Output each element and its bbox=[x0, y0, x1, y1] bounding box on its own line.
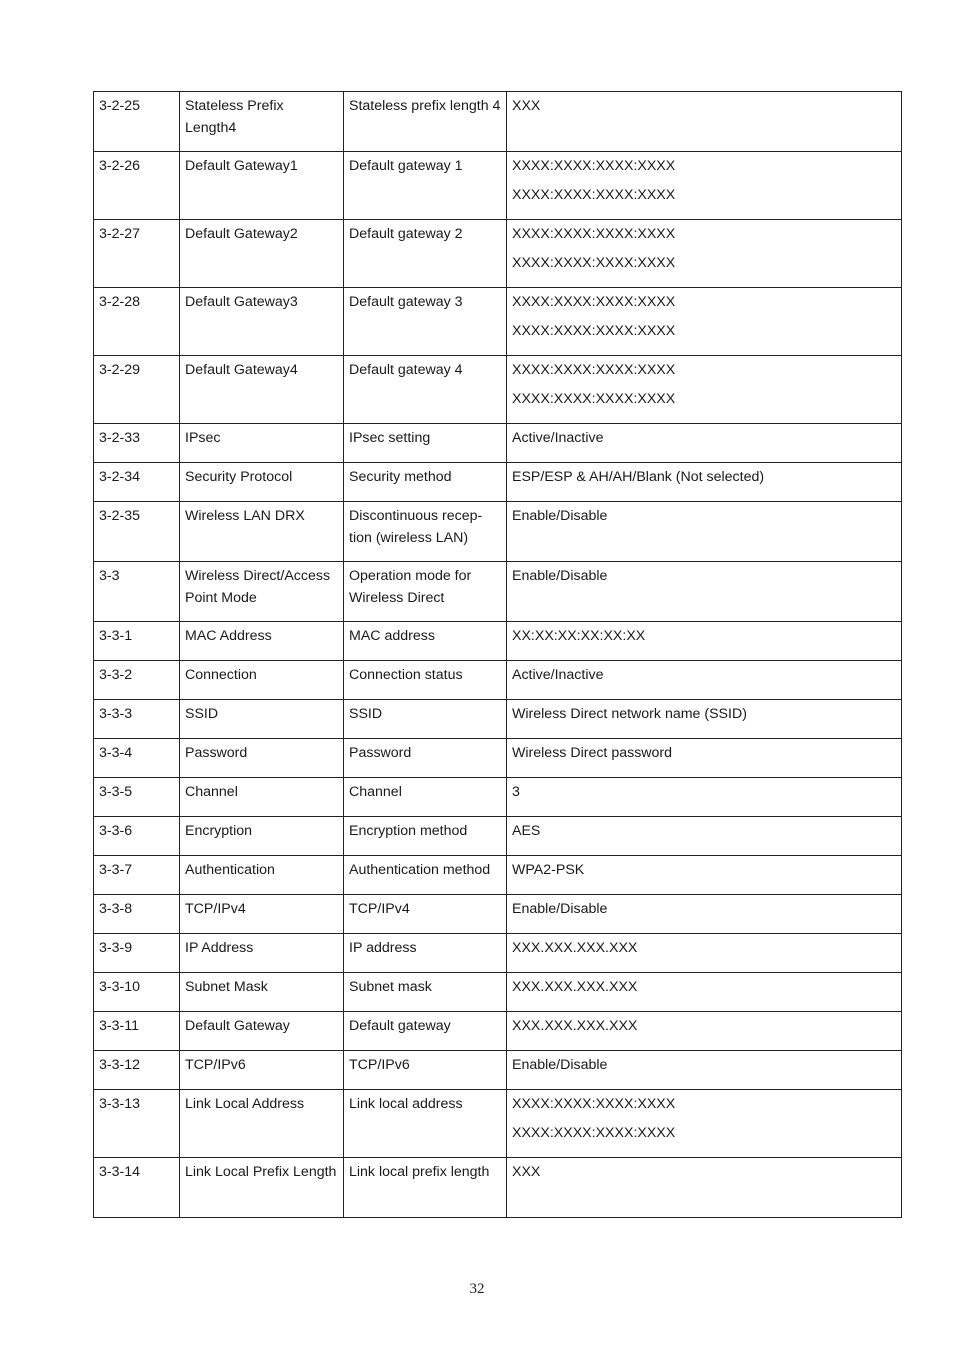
value-line: Wireless Direct password bbox=[512, 745, 673, 761]
row-id-cell: 3-3-2 bbox=[94, 661, 180, 700]
row-description-cell: TCP/IPv6 bbox=[344, 1051, 507, 1090]
table-row bbox=[94, 661, 902, 700]
value-line: ESP/ESP & AH/AH/Blank (Not selected) bbox=[512, 469, 765, 485]
row-value-cell bbox=[507, 502, 902, 562]
value-line: XXXX:XXXX:XXXX:XXXX bbox=[512, 1124, 676, 1141]
row-id-cell: 3-2-33 bbox=[94, 424, 180, 463]
table-row bbox=[94, 356, 902, 424]
row-value-cell bbox=[507, 934, 902, 973]
row-id-cell: 3-3-11 bbox=[94, 1012, 180, 1051]
table-row bbox=[94, 92, 902, 152]
row-value-cell bbox=[507, 1051, 902, 1090]
value-line: XXXX:XXXX:XXXX:XXXX bbox=[512, 294, 676, 310]
row-item-cell: Link Local Address bbox=[180, 1090, 344, 1158]
row-value-cell bbox=[507, 424, 902, 463]
row-item-cell: Password bbox=[180, 739, 344, 778]
row-description-cell: MAC address bbox=[344, 622, 507, 661]
value-line: XXXX:XXXX:XXXX:XXXX bbox=[512, 362, 676, 378]
table-row bbox=[94, 463, 902, 502]
value-line: XXX.XXX.XXX.XXX bbox=[512, 1018, 638, 1034]
row-description-cell: Stateless prefix length 4 bbox=[344, 92, 507, 152]
row-id-cell: 3-2-35 bbox=[94, 502, 180, 562]
row-description-cell: Security method bbox=[344, 463, 507, 502]
table-row bbox=[94, 502, 902, 562]
row-value-cell bbox=[507, 739, 902, 778]
row-id-cell: 3-3-6 bbox=[94, 817, 180, 856]
row-value-cell bbox=[507, 622, 902, 661]
row-description-cell: Subnet mask bbox=[344, 973, 507, 1012]
row-value-cell bbox=[507, 778, 902, 817]
table-row bbox=[94, 739, 902, 778]
row-id-cell: 3-2-34 bbox=[94, 463, 180, 502]
row-value-cell bbox=[507, 288, 902, 356]
row-description-cell: IP address bbox=[344, 934, 507, 973]
row-id-cell: 3-3-12 bbox=[94, 1051, 180, 1090]
value-line: Enable/Disable bbox=[512, 508, 608, 524]
row-description-cell: Default gateway bbox=[344, 1012, 507, 1051]
value-line: XXXX:XXXX:XXXX:XXXX bbox=[512, 1096, 676, 1112]
row-value-cell bbox=[507, 463, 902, 502]
row-id-cell: 3-3-9 bbox=[94, 934, 180, 973]
row-description-cell: Default gateway 1 bbox=[344, 152, 507, 220]
row-id-cell: 3-3-4 bbox=[94, 739, 180, 778]
row-value-cell bbox=[507, 700, 902, 739]
row-description-cell: Encryption method bbox=[344, 817, 507, 856]
row-id-cell: 3-2-29 bbox=[94, 356, 180, 424]
value-line: XXXX:XXXX:XXXX:XXXX bbox=[512, 226, 676, 242]
value-line: XXXX:XXXX:XXXX:XXXX bbox=[512, 158, 676, 174]
row-id-cell: 3-3-1 bbox=[94, 622, 180, 661]
table-row bbox=[94, 1051, 902, 1090]
row-value-cell bbox=[507, 562, 902, 622]
row-id-cell: 3-3-5 bbox=[94, 778, 180, 817]
row-description-cell: TCP/IPv4 bbox=[344, 895, 507, 934]
row-item-cell: Authentication bbox=[180, 856, 344, 895]
row-value-cell bbox=[507, 661, 902, 700]
row-description-cell: Default gateway 2 bbox=[344, 220, 507, 288]
value-line: Enable/Disable bbox=[512, 901, 608, 917]
row-id-cell: 3-2-27 bbox=[94, 220, 180, 288]
row-value-cell bbox=[507, 1012, 902, 1051]
row-item-cell: Wireless LAN DRX bbox=[180, 502, 344, 562]
value-line: XXXX:XXXX:XXXX:XXXX bbox=[512, 254, 676, 271]
row-value-cell bbox=[507, 817, 902, 856]
value-line: XXX bbox=[512, 98, 541, 114]
row-id-cell: 3-2-26 bbox=[94, 152, 180, 220]
row-description-cell: Operation mode for Wireless Direct bbox=[344, 562, 507, 622]
table-row bbox=[94, 1158, 902, 1218]
row-value-cell bbox=[507, 1090, 902, 1158]
value-line: Wireless Direct network name (SSID) bbox=[512, 706, 747, 722]
table-row bbox=[94, 895, 902, 934]
row-description-cell: Password bbox=[344, 739, 507, 778]
row-description-cell: Link local address bbox=[344, 1090, 507, 1158]
table-row bbox=[94, 424, 902, 463]
row-id-cell: 3-2-28 bbox=[94, 288, 180, 356]
row-item-cell: SSID bbox=[180, 700, 344, 739]
row-item-cell: Default Gateway4 bbox=[180, 356, 344, 424]
row-description-cell: Discontinuous recep-tion (wireless LAN) bbox=[344, 502, 507, 562]
row-item-cell: Stateless Prefix Length4 bbox=[180, 92, 344, 152]
row-description-cell: Default gateway 3 bbox=[344, 288, 507, 356]
table-row bbox=[94, 856, 902, 895]
row-item-cell: Default Gateway3 bbox=[180, 288, 344, 356]
row-item-cell: IPsec bbox=[180, 424, 344, 463]
value-line: XX:XX:XX:XX:XX:XX bbox=[512, 628, 646, 644]
row-id-cell: 3-3-7 bbox=[94, 856, 180, 895]
value-line: XXXX:XXXX:XXXX:XXXX bbox=[512, 322, 676, 339]
value-line: XXXX:XXXX:XXXX:XXXX bbox=[512, 186, 676, 203]
value-line: XXX.XXX.XXX.XXX bbox=[512, 979, 638, 995]
row-value-cell bbox=[507, 973, 902, 1012]
row-id-cell: 3-3 bbox=[94, 562, 180, 622]
row-value-cell bbox=[507, 220, 902, 288]
row-item-cell: Encryption bbox=[180, 817, 344, 856]
row-item-cell: Link Local Prefix Length bbox=[180, 1158, 344, 1218]
row-description-cell: Default gateway 4 bbox=[344, 356, 507, 424]
table-row bbox=[94, 1012, 902, 1051]
value-line: WPA2-PSK bbox=[512, 862, 585, 878]
value-line: XXX.XXX.XXX.XXX bbox=[512, 940, 638, 956]
table-row bbox=[94, 778, 902, 817]
row-item-cell: Default Gateway1 bbox=[180, 152, 344, 220]
row-description-cell: Connection status bbox=[344, 661, 507, 700]
row-description-cell: IPsec setting bbox=[344, 424, 507, 463]
row-value-cell bbox=[507, 1158, 902, 1218]
table-row bbox=[94, 288, 902, 356]
row-item-cell: IP Address bbox=[180, 934, 344, 973]
table-row bbox=[94, 817, 902, 856]
row-item-cell: Connection bbox=[180, 661, 344, 700]
row-item-cell: Default Gateway bbox=[180, 1012, 344, 1051]
value-line: Active/Inactive bbox=[512, 430, 604, 446]
value-line: 3 bbox=[512, 784, 520, 800]
row-value-cell bbox=[507, 856, 902, 895]
row-id-cell: 3-3-3 bbox=[94, 700, 180, 739]
table-row bbox=[94, 1090, 902, 1158]
row-value-cell bbox=[507, 895, 902, 934]
value-line: Active/Inactive bbox=[512, 667, 604, 683]
value-line: Enable/Disable bbox=[512, 1057, 608, 1073]
table-row bbox=[94, 934, 902, 973]
settings-table bbox=[93, 91, 902, 1218]
row-item-cell: Wireless Direct/Access Point Mode bbox=[180, 562, 344, 622]
row-id-cell: 3-3-8 bbox=[94, 895, 180, 934]
row-id-cell: 3-3-13 bbox=[94, 1090, 180, 1158]
row-value-cell bbox=[507, 356, 902, 424]
table-row bbox=[94, 562, 902, 622]
row-description-cell: Authentication method bbox=[344, 856, 507, 895]
value-line: XXX bbox=[512, 1164, 541, 1180]
row-id-cell: 3-3-14 bbox=[94, 1158, 180, 1218]
row-item-cell: Subnet Mask bbox=[180, 973, 344, 1012]
row-description-cell: SSID bbox=[344, 700, 507, 739]
row-item-cell: Default Gateway2 bbox=[180, 220, 344, 288]
row-description-cell: Link local prefix length bbox=[344, 1158, 507, 1218]
row-id-cell: 3-2-25 bbox=[94, 92, 180, 152]
table-row bbox=[94, 220, 902, 288]
table-row bbox=[94, 973, 902, 1012]
row-item-cell: TCP/IPv6 bbox=[180, 1051, 344, 1090]
page-number: 32 bbox=[469, 1281, 485, 1297]
row-value-cell bbox=[507, 152, 902, 220]
row-item-cell: Channel bbox=[180, 778, 344, 817]
row-description-cell: Channel bbox=[344, 778, 507, 817]
row-item-cell: TCP/IPv4 bbox=[180, 895, 344, 934]
value-line: Enable/Disable bbox=[512, 568, 608, 584]
value-line: AES bbox=[512, 823, 541, 839]
row-item-cell: MAC Address bbox=[180, 622, 344, 661]
table-row bbox=[94, 622, 902, 661]
row-id-cell: 3-3-10 bbox=[94, 973, 180, 1012]
table-row bbox=[94, 152, 902, 220]
table-row bbox=[94, 700, 902, 739]
value-line: XXXX:XXXX:XXXX:XXXX bbox=[512, 390, 676, 407]
row-item-cell: Security Protocol bbox=[180, 463, 344, 502]
row-value-cell bbox=[507, 92, 902, 152]
